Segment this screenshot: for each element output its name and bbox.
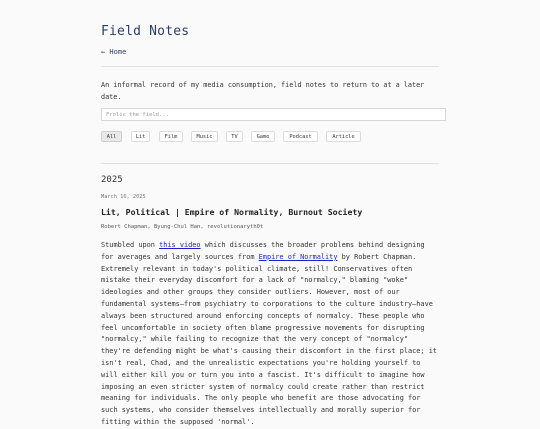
filter-game[interactable]: Game [251,131,275,142]
filter-article[interactable]: Article [326,131,361,142]
home-link[interactable]: ← Home [101,48,127,56]
book-link[interactable]: Empire of Normality [258,252,338,261]
search-input[interactable] [101,108,446,121]
entry-date: March 16, 2025 [101,194,146,200]
page-title: Field Notes [101,24,190,39]
divider [101,163,439,164]
video-link[interactable]: this video [159,241,201,249]
filter-podcast[interactable]: Podcast [283,131,318,142]
filter-tv[interactable]: TV [226,131,243,142]
body-text: which discusses the broader problems behind designing for averages and largely sources from [101,241,425,261]
body-text: by Robert Chapman. Extremely relevant in today's political climate, still! Conservatives often mistake their everyday discomfort for a lack of "normalcy," blaming "woke" ideologies and other groups they consider outliers. However, most of our fundamental systems—from psychiatry to corporations to the culture industry—have always been structured around enforcing concepts of normalcy. These people who feel uncomfortable in society often blame progressive movements for disrupting "normalcy," while failing to recognize that the very concept of "normalcy" they're defending might be what's causing their discomfort in the first place; it isn't real, Chad, and the unrealistic expectations you're holding yourself to will either kill you or turn you into a fascist. It's difficult to imagine how imposing an even stricter system of normalcy could create rather than restrict meaning for individuals. The only people who benefit are those advocating for such systems, who consider themselves intellectually and morally superior for fitting within the supposed 'normal'. [101,252,438,426]
filter-film[interactable]: Film [159,131,183,142]
filter-music[interactable]: Music [191,131,218,142]
filter-all[interactable]: All [101,131,122,142]
filter-lit[interactable]: Lit [131,131,150,142]
entry-byline: Robert Chapman, Byung-Chul Han, revolutionaryth0t [101,224,264,230]
entry-title: Lit, Political | Empire of Normality, Burnout Society [101,207,363,217]
year-heading: 2025 [101,175,123,185]
divider [101,66,439,67]
body-text: Stumbled upon [101,241,160,249]
intro-text: An informal record of my media consumption, field notes to return to at a later date. [101,81,425,101]
entry-body [101,240,441,429]
